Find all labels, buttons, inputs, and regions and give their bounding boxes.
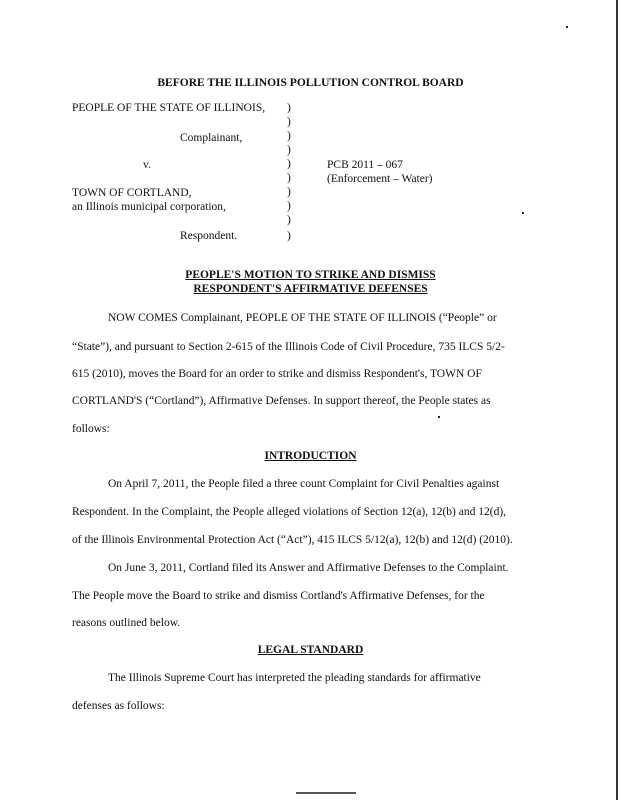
- motion-line: CORTLAND'S (“Cortland”), Affirmative Defenses. In support thereof, the People states as: [72, 395, 491, 407]
- scan-mark: [296, 792, 356, 794]
- scan-mark: [438, 416, 440, 418]
- motion-line: “State”), and pursuant to Section 2-615 of the Illinois Code of Civil Procedure, 735 ILCS 5/2-: [72, 341, 505, 353]
- versus-label: v.: [143, 159, 151, 171]
- motion-line: 615 (2010), moves the Board for an order to strike and dismiss Respondent's, TOWN OF: [72, 368, 482, 380]
- introduction-heading: INTRODUCTION: [264, 450, 357, 462]
- plaintiff-name: PEOPLE OF THE STATE OF ILLINOIS,: [72, 102, 266, 114]
- intro-line: Respondent. In the Complaint, the People alleged violations of Section 12(a), 12(b) and 12(d),: [72, 506, 507, 518]
- respondent-label: Respondent.: [180, 230, 238, 242]
- motion-line: NOW COMES Complainant, PEOPLE OF THE STATE OF ILLINOIS (“People” or: [108, 312, 497, 324]
- document-page: BEFORE THE ILLINOIS POLLUTION CONTROL BOARD PEOPLE OF THE STATE OF ILLINOIS, Complainant, v. TOWN OF CORTLAND, an Illinois municipal corporation, Respondent. ) ) ) ) ) ) ) ) ) ) PCB 2011 – 067 (Enforcement – Water) PEOPLE'S MOTION TO STRIKE AND DISMISS RESPONDENT'S AFFIRMATIVE DEFENSES NOW COMES Complainant, PEOPLE OF THE STATE OF ILLINOIS (“People” or “State”), and pursuant to Section 2-615 of the Illinois Code of Civil Procedure, 735 ILCS 5/2- 615 (2010), moves the Board for an order to strike and dismiss Respondent's, TOWN OF CORTLAND'S (“Cortland”), Affirmative Defenses. In support thereof, the People states as follows: INTRODUCTION On April 7, 2011, the People filed a three count Complaint for Civil Penalties against Respondent. In the Complaint, the People alleged violations of Section 12(a), 12(b) and 12(d), of the Illinois Environmental Protection Act (“Act”), 415 ILCS 5/12(a), 12(b) and 12(d) (2010). On June 3, 2011, Cortland filed its Answer and Affirmative Defenses to the Complaint. The People move the Board to strike and dismiss Cortland's Affirmative Defenses, for the reasons outlined below. LEGAL STANDARD The Illinois Supreme Court has interpreted the pleading standards for affirmative defenses as follows:: [0, 0, 621, 800]
- intro-line: On June 3, 2011, Cortland filed its Answer and Affirmative Defenses to the Complaint.: [108, 562, 509, 574]
- scan-mark: [616, 0, 618, 800]
- legal-line: The Illinois Supreme Court has interpreted the pleading standards for affirmative: [108, 672, 481, 684]
- intro-line: reasons outlined below.: [72, 617, 181, 629]
- complainant-label: Complainant,: [180, 132, 243, 144]
- intro-line: On April 7, 2011, the People filed a three count Complaint for Civil Penalties against: [108, 478, 500, 490]
- defendant-name: TOWN OF CORTLAND,: [72, 187, 192, 199]
- motion-title-line2: RESPONDENT'S AFFIRMATIVE DEFENSES: [193, 283, 428, 295]
- intro-line: The People move the Board to strike and dismiss Cortland's Affirmative Defenses, for the: [72, 590, 485, 602]
- motion-line: follows:: [72, 423, 110, 435]
- case-number: PCB 2011 – 067: [327, 159, 403, 171]
- case-type: (Enforcement – Water): [327, 173, 433, 185]
- board-title: BEFORE THE ILLINOIS POLLUTION CONTROL BOARD: [157, 77, 464, 89]
- legal-line: defenses as follows:: [72, 700, 165, 712]
- defendant-description: an Illinois municipal corporation,: [72, 201, 226, 213]
- scan-mark: [566, 26, 568, 28]
- legal-standard-heading: LEGAL STANDARD: [257, 644, 364, 656]
- intro-line: of the Illinois Environmental Protection Act (“Act”), 415 ILCS 5/12(a), 12(b) and 12(d) (2010).: [72, 534, 513, 546]
- scan-mark: [522, 212, 524, 214]
- motion-title-line1: PEOPLE'S MOTION TO STRIKE AND DISMISS: [185, 269, 436, 281]
